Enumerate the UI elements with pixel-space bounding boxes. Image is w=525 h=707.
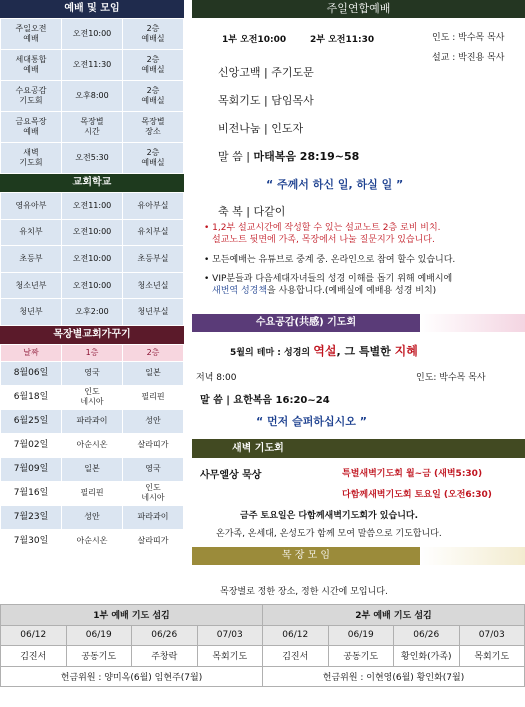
note-bible-version: • VIP분들과 다음세대자녀들의 성경 이해를 돕기 위해 예배시에 새번역 성경책을 사용합니다.(예배실에 예배용 성경 비치) bbox=[204, 274, 453, 296]
prayer-date-cell: 06/26 bbox=[132, 625, 198, 646]
family-header-row bbox=[1, 344, 184, 361]
family-row-cell: 성안 bbox=[123, 409, 184, 433]
order-item-prayer: 목회기도 | 담임목사 bbox=[218, 94, 314, 107]
school-row-cell: 청소년부 bbox=[1, 272, 62, 299]
part1-prayer-title: 1부 예배 기도 섬김 bbox=[1, 605, 263, 626]
family-row-cell: 6월18일 bbox=[1, 385, 62, 409]
prayer-date-cell: 06/19 bbox=[328, 625, 394, 646]
family-row bbox=[1, 361, 184, 385]
dawn-notice: 금주 토요일은 다함께새벽기도회가 있습니다. bbox=[240, 511, 419, 521]
school-row-cell: 초등부 bbox=[1, 246, 62, 273]
worship-row-cell: 세대통합 예배 bbox=[1, 50, 62, 81]
worship-row bbox=[1, 81, 184, 112]
second-service-time: 2부 오전11:30 bbox=[310, 35, 375, 45]
sunday-preacher: 설교 : 박진용 목사 bbox=[432, 53, 505, 63]
worship-row bbox=[1, 19, 184, 50]
school-row-cell: 초등부실 bbox=[123, 246, 184, 273]
dawn-meditation: 사무엘상 묵상 bbox=[200, 470, 262, 481]
bullet-icon: • bbox=[204, 223, 213, 233]
bullet-icon: • bbox=[204, 274, 213, 284]
cell-group-title: 목 장 모 임 bbox=[192, 547, 420, 565]
part1-offering-staff: 헌금위원 : 양미옥(6월) 임현주(7월) bbox=[1, 666, 263, 687]
sunday-leader: 인도 : 박수목 목사 bbox=[432, 33, 505, 43]
prayer-name-cell: 목회기도 bbox=[197, 646, 263, 667]
prayer-name-cell: 김진서 bbox=[263, 646, 329, 667]
family-row-cell: 아순시온 bbox=[62, 433, 123, 457]
note-youtube: • 모든예배는 유튜브로 중계 중. 온라인으로 참여 할수 있습니다. bbox=[204, 255, 456, 265]
school-row-cell: 오전10:00 bbox=[62, 272, 123, 299]
sunday-service-title: 주일연합예배 bbox=[192, 0, 525, 18]
family-header-cell: 1층 bbox=[62, 344, 123, 361]
prayer-name-cell: 공동기도 bbox=[66, 646, 132, 667]
prayer-name-cell: 공동기도 bbox=[328, 646, 394, 667]
worship-row-cell: 오전5:30 bbox=[62, 143, 123, 174]
part2-offering-staff: 헌금위원 : 이현영(6월) 황인화(7월) bbox=[263, 666, 525, 687]
prayer-name-cell: 주창락 bbox=[132, 646, 198, 667]
note-sermon-notes: • 1,2부 설교시간에 작성할 수 있는 설교노트 2층 로비 비치. 설교노트 뒷면에 가족, 목장에서 나눌 질문지가 있습니다. bbox=[204, 223, 441, 245]
first-service-time: 1부 오전10:00 bbox=[222, 35, 287, 45]
sunday-sermon-title: “ 주께서 하신 일, 하실 일 ” bbox=[266, 178, 404, 191]
worship-row-cell: 2층 예배실 bbox=[123, 19, 184, 50]
cell-group-text: 목장별로 정한 장소, 정한 시간에 모입니다. bbox=[220, 587, 388, 597]
family-row-cell: 7월09일 bbox=[1, 457, 62, 481]
worship-row-cell: 오전11:30 bbox=[62, 50, 123, 81]
prayer-name-cell: 황인화(가족) bbox=[394, 646, 460, 667]
school-row bbox=[1, 246, 184, 273]
order-item-word bbox=[218, 148, 359, 164]
family-row-cell: 파라과이 bbox=[62, 409, 123, 433]
school-row bbox=[1, 272, 184, 299]
family-row bbox=[1, 385, 184, 409]
bullet-icon: • bbox=[204, 255, 213, 265]
left-column bbox=[0, 0, 184, 600]
family-row bbox=[1, 457, 184, 481]
prayer-date-cell: 06/12 bbox=[263, 625, 329, 646]
family-row bbox=[1, 529, 184, 553]
right-column bbox=[192, 0, 525, 600]
special-dawn-prayer: 특별새벽기도회 월~금 (새벽5:30) bbox=[342, 469, 483, 479]
school-row-cell: 청소년실 bbox=[123, 272, 184, 299]
school-row bbox=[1, 193, 184, 220]
prayer-service-table bbox=[0, 604, 525, 707]
family-header-cell: 2층 bbox=[123, 344, 184, 361]
together-dawn-prayer: 다함께새벽기도회 토요일 (오전6:30) bbox=[342, 490, 492, 500]
worship-row bbox=[1, 112, 184, 143]
family-row-cell: 필리핀 bbox=[123, 385, 184, 409]
prayer-date-cell: 06/19 bbox=[66, 625, 132, 646]
monthly-theme: 5월의 테마 : 성경의 역설, 그 특별한 지혜 bbox=[230, 344, 418, 358]
family-row-cell: 살라띠가 bbox=[123, 529, 184, 553]
wednesday-sermon-title: “ 먼저 슬퍼하십시오 ” bbox=[256, 415, 367, 428]
worship-row-cell: 목장별 시간 bbox=[62, 112, 123, 143]
cell-church-care-table bbox=[0, 344, 184, 554]
worship-row-cell: 2층 예배실 bbox=[123, 143, 184, 174]
family-row-cell: 영국 bbox=[123, 457, 184, 481]
part2-prayer-title: 2부 예배 기도 섬김 bbox=[263, 605, 525, 626]
wednesday-bar-fade bbox=[420, 314, 525, 332]
family-row-cell: 일본 bbox=[62, 457, 123, 481]
school-row-cell: 청년부실 bbox=[123, 299, 184, 326]
worship-row bbox=[1, 50, 184, 81]
prayer-name-cell: 김진서 bbox=[1, 646, 67, 667]
cell-bar-fade bbox=[420, 547, 525, 565]
worship-row-cell: 목장별 장소 bbox=[123, 112, 184, 143]
worship-row bbox=[1, 143, 184, 174]
prayer-date-cell: 06/12 bbox=[1, 625, 67, 646]
worship-row-cell: 새벽 기도회 bbox=[1, 143, 62, 174]
worship-schedule-title: 예배 및 모임 bbox=[0, 0, 184, 18]
school-row-cell: 오후2:00 bbox=[62, 299, 123, 326]
school-row bbox=[1, 299, 184, 326]
family-row-cell: 8월06일 bbox=[1, 361, 62, 385]
wednesday-time: 저녁 8:00 bbox=[196, 373, 237, 383]
church-school-table bbox=[0, 192, 184, 326]
dawn-notice-detail: 온가족, 온세대, 온성도가 함께 모여 말씀으로 기도합니다. bbox=[216, 529, 442, 539]
school-row-cell: 오전10:00 bbox=[62, 246, 123, 273]
family-row-cell: 7월23일 bbox=[1, 505, 62, 529]
school-row-cell: 영유아부 bbox=[1, 193, 62, 220]
family-row bbox=[1, 481, 184, 505]
family-row-cell: 일본 bbox=[123, 361, 184, 385]
family-row bbox=[1, 409, 184, 433]
worship-schedule-table bbox=[0, 18, 184, 174]
worship-row-cell: 오전10:00 bbox=[62, 19, 123, 50]
family-row-cell: 파라과이 bbox=[123, 505, 184, 529]
family-row-cell: 필리핀 bbox=[62, 481, 123, 505]
family-row-cell: 7월16일 bbox=[1, 481, 62, 505]
order-item-blessing: 축 복 | 다같이 bbox=[218, 205, 286, 218]
bible-version-name: 새번역 성경책 bbox=[212, 286, 268, 296]
family-row-cell: 성안 bbox=[62, 505, 123, 529]
worship-row-cell: 주일오전 예배 bbox=[1, 19, 62, 50]
family-row-cell: 6월25일 bbox=[1, 409, 62, 433]
prayer-date-cell: 07/03 bbox=[459, 625, 525, 646]
word-reference: 마태복음 28:19~58 bbox=[253, 150, 360, 163]
school-row-cell: 청년부 bbox=[1, 299, 62, 326]
school-row-cell: 오전11:00 bbox=[62, 193, 123, 220]
worship-row-cell: 2층 예배실 bbox=[123, 50, 184, 81]
school-row bbox=[1, 219, 184, 246]
family-row-cell: 인도 네시아 bbox=[62, 385, 123, 409]
family-row-cell: 7월30일 bbox=[1, 529, 62, 553]
family-header-cell: 날짜 bbox=[1, 344, 62, 361]
school-row-cell: 유치부 bbox=[1, 219, 62, 246]
order-item-creed: 신앙고백 | 주기도문 bbox=[218, 66, 314, 79]
worship-row-cell: 2층 예배실 bbox=[123, 81, 184, 112]
church-school-title: 교회학교 bbox=[0, 174, 184, 192]
wednesday-prayer-title: 수요공감(共感) 기도회 bbox=[192, 314, 420, 332]
family-row-cell: 인도 네시아 bbox=[123, 481, 184, 505]
dawn-prayer-title: 새벽 기도회 bbox=[192, 439, 525, 458]
wednesday-leader: 인도: 박수목 목사 bbox=[416, 373, 486, 383]
prayer-date-cell: 06/26 bbox=[394, 625, 460, 646]
order-item-vision: 비전나눔 | 인도자 bbox=[218, 122, 304, 135]
wednesday-word: 말 씀 | 요한복음 16:20~24 bbox=[200, 395, 330, 406]
family-row bbox=[1, 433, 184, 457]
family-row-cell: 아순시온 bbox=[62, 529, 123, 553]
school-row-cell: 오전10:00 bbox=[62, 219, 123, 246]
prayer-name-cell: 목회기도 bbox=[459, 646, 525, 667]
family-row-cell: 7월02일 bbox=[1, 433, 62, 457]
prayer-date-cell: 07/03 bbox=[197, 625, 263, 646]
family-row-cell: 영국 bbox=[62, 361, 123, 385]
word-label: 말 씀 | bbox=[218, 150, 250, 163]
family-row bbox=[1, 505, 184, 529]
cell-church-care-title: 목장별교회가꾸기 bbox=[0, 326, 184, 344]
worship-row-cell: 금요목장 예배 bbox=[1, 112, 62, 143]
worship-row-cell: 오후8:00 bbox=[62, 81, 123, 112]
family-row-cell: 살라띠가 bbox=[123, 433, 184, 457]
worship-row-cell: 수요공감 기도회 bbox=[1, 81, 62, 112]
school-row-cell: 유치부실 bbox=[123, 219, 184, 246]
school-row-cell: 유아부실 bbox=[123, 193, 184, 220]
